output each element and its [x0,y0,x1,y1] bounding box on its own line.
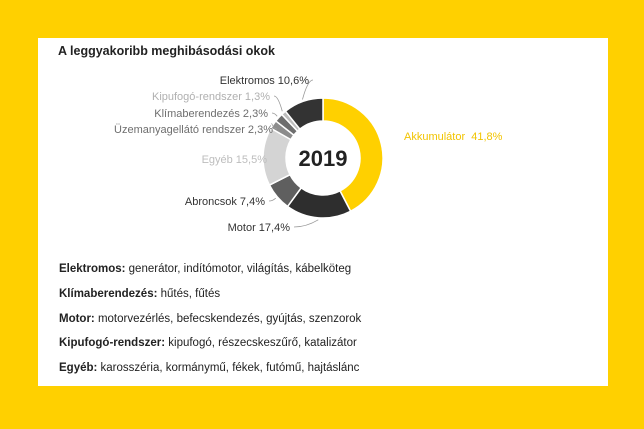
leader-line-klimaberendezes [272,113,277,116]
legend-text: generátor, indítómotor, világítás, kábelköteg [125,263,352,275]
legend-row-motor [59,312,361,337]
label-egyeb: Egyéb 15,5% [201,154,267,166]
legend-key: Egyéb: [59,362,98,375]
label-elektromos: Elektromos 10,6% [219,75,309,87]
legend-row-kipufogo [59,336,361,361]
legend-key: Kipufogó-rendszer: [59,337,166,350]
label-kipufogo-rendszer: Kipufogó-rendszer 1,3% [151,91,270,103]
chart-title: A leggyakoribb meghibásodási okok [58,44,275,58]
label-uzemanyagellato-rendszer: Üzemanyagellátó rendszer 2,3% [114,124,273,136]
legend-text: kipufogó, részecskeszűrő, katalizátor [165,337,357,350]
center-year-label: 2019 [298,146,348,171]
legend-key: Klímaberendezés: [59,287,158,300]
leader-line-abroncsok [269,198,276,201]
legend-key: Motor: [59,312,95,325]
legend-row-egyeb [59,361,361,386]
leader-line-motor [294,220,318,227]
label-abroncsok: Abroncsok 7,4% [184,196,265,208]
legend-key: Elektromos: [59,263,126,275]
leader-line-kipufogo-rendszer [274,96,282,111]
legend-row-klimaberendezes [59,287,361,312]
label-motor: Motor 17,4% [227,222,290,234]
label-klimaberendezes: Klímaberendezés 2,3% [154,108,268,120]
category-legend [59,262,361,386]
legend-text: motorvezérlés, befecskendezés, gyújtás, szenzorok [94,312,362,325]
label-akkumulator: Akkumulátor 41,8% [404,131,503,143]
legend-text: hűtés, fűtés [157,287,221,300]
legend-row-elektromos [59,262,361,287]
legend-text: karosszéria, kormánymű, fékek, futómű, hajtáslánc [97,362,360,375]
